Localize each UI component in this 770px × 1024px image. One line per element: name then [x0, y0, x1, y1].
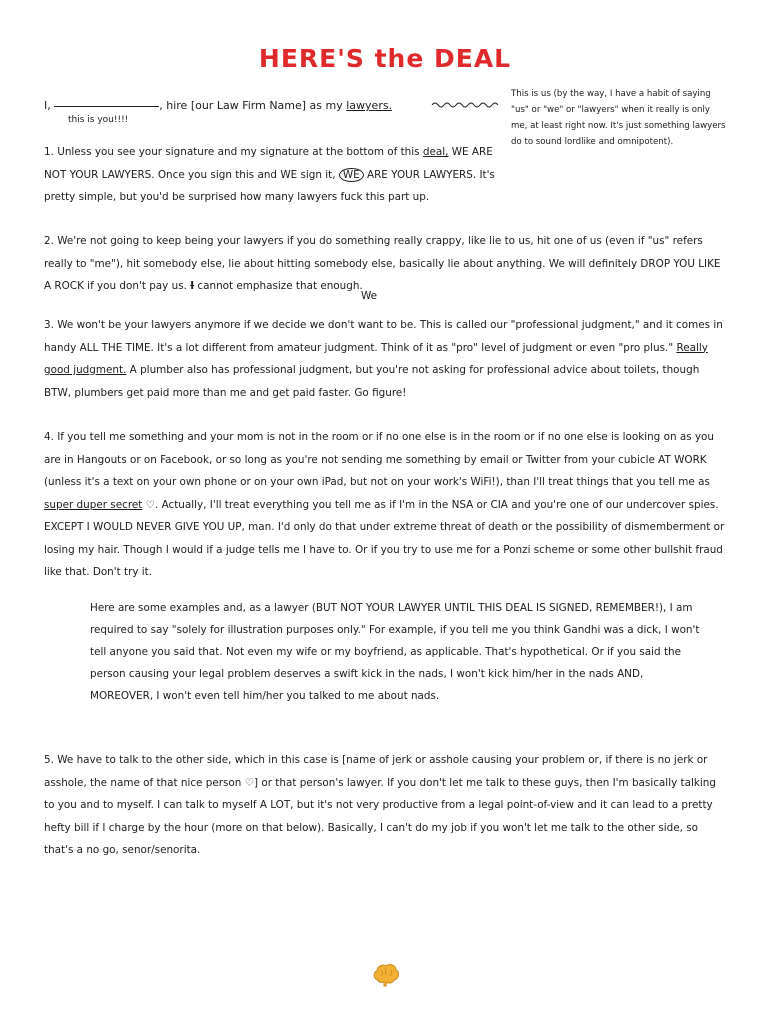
clause-3: [44, 314, 728, 404]
intro-line: [44, 98, 484, 112]
lawyers-word: lawyers.: [346, 99, 393, 112]
deal-word: deal,: [422, 146, 449, 158]
clause-3-text-a: 3. We won't be your lawyers anymore if we decide we don't want to be. This is called our "professional judgment," and it comes in handy ALL THE TIME. It's a lot different from amateur judgment. Think of it as "pro" level of judgment or even "pro plus.": [44, 319, 723, 354]
page-title: HERE'S the DEAL: [258, 44, 512, 73]
examples-paragraph: Here are some examples and, as a lawyer (BUT NOT YOUR LAWYER UNTIL THIS DEAL IS SIGNED, REMEMBER!), I am required to say "solely for illustration purposes only." For example, if you tell me you think Gandhi was a dick, I won't tell anyone you said that. Not even my wife or my boyfriend, as applicable. That's hypothetical. Or if you said the person causing your legal problem deserves a swift kick in the nads, I won't kick him/her in the nads AND, MOREOVER, I won't even tell him/her you talked to me about nads.: [90, 602, 700, 702]
side-note: This is us (by the way, I have a habit of saying "us" or "we" or "lawyers" when it really is only me, at least right now. It's just something lawyers do to sound lordlike and omnipotent).: [511, 89, 726, 147]
clause-5-text-b: ] or that person's lawyer. If you don't let me talk to these guys, then I'm basically talking to you and to myself. I can talk to myself A LOT, but it's not very productive from a legal point-of-view and it can lead to a pretty hefty bill if I charge by the hour (more on that below). Basically, I can't do my job if you won't let me talk to the other side, so that's a no go, senor/senorita.: [44, 776, 716, 856]
inserted-we: We: [361, 290, 378, 302]
clause-5: [44, 749, 728, 862]
clause-1: [44, 141, 514, 209]
good-judgment-phrase: Really good judgment.: [44, 341, 708, 376]
brain-icon: [372, 962, 400, 988]
squiggle-arrow-icon: [430, 98, 505, 112]
clause-2-text: 2. We're not going to keep being your lawyers if you do something really crappy, like lie to us, hit one of us (even if "us" refers really to "me"), hit somebody else, lie about hitting somebody else, basically lie about anything. We will definitely DROP YOU LIKE A ROCK if you don't pay us.: [44, 235, 721, 292]
super-secret-phrase: super duper secret: [44, 498, 143, 511]
client-name-blank[interactable]: [54, 98, 159, 107]
intro-prefix: I,: [44, 99, 51, 112]
clause-4: [44, 426, 728, 584]
clause-2: [44, 230, 728, 298]
heart-icon: ♡: [244, 776, 255, 789]
clause-1-text-b: WE ARE NOT YOUR LAWYERS. Once you sign this and WE sign it,: [44, 146, 493, 181]
you-label: this is you!!!!: [68, 115, 129, 125]
circled-we: WE: [339, 168, 364, 182]
clause-3-text-b: A plumber also has professional judgment, but you're not asking for professional advice about toilets, though BTW, plumbers get paid more than me and get paid faster. Go figure!: [44, 364, 700, 399]
clause-2-tail: cannot emphasize that enough.: [197, 280, 363, 292]
clause-1-text-c: ARE YOUR LAWYERS. It's pretty simple, but you'd be surprised how many lawyers fuck this part up.: [44, 168, 495, 203]
intro-middle: , hire [our Law Firm Name] as my: [159, 99, 343, 112]
clause-4-text-b: . Actually, I'll treat everything you tell me as if I'm in the NSA or CIA and you're one of our undercover spies. EXCEPT I WOULD NEVER GIVE YOU UP, man. I'd only do that under extreme threat of death or the possibility of dismemberment or losing my hair. Though I would if a judge tells me I have to. Or if you try to use me for a Ponzi scheme or some other bullshit fraud like that. Don't try it.: [44, 498, 725, 578]
clause-4-text-a: 4. If you tell me something and your mom is not in the room or if no one else is in the room or if no one else is looking on as you are in Hangouts or on Facebook, or so long as you're not sending me something by email or Twitter from your cubicle AT WORK (unless it's a text on your own phone or on your own iPad, but not on your work's WiFi!), than I'll treat things that you tell me as: [44, 431, 715, 488]
struck-i: I: [190, 280, 195, 292]
clause-1-text-a: 1. Unless you see your signature and my signature at the bottom of this: [44, 146, 420, 158]
clause-5-text-a: 5. We have to talk to the other side, which in this case is [name of jerk or asshole causing your problem or, if there is no jerk or asshole, the name of that nice person: [44, 754, 708, 789]
heart-icon: ♡: [145, 498, 155, 511]
